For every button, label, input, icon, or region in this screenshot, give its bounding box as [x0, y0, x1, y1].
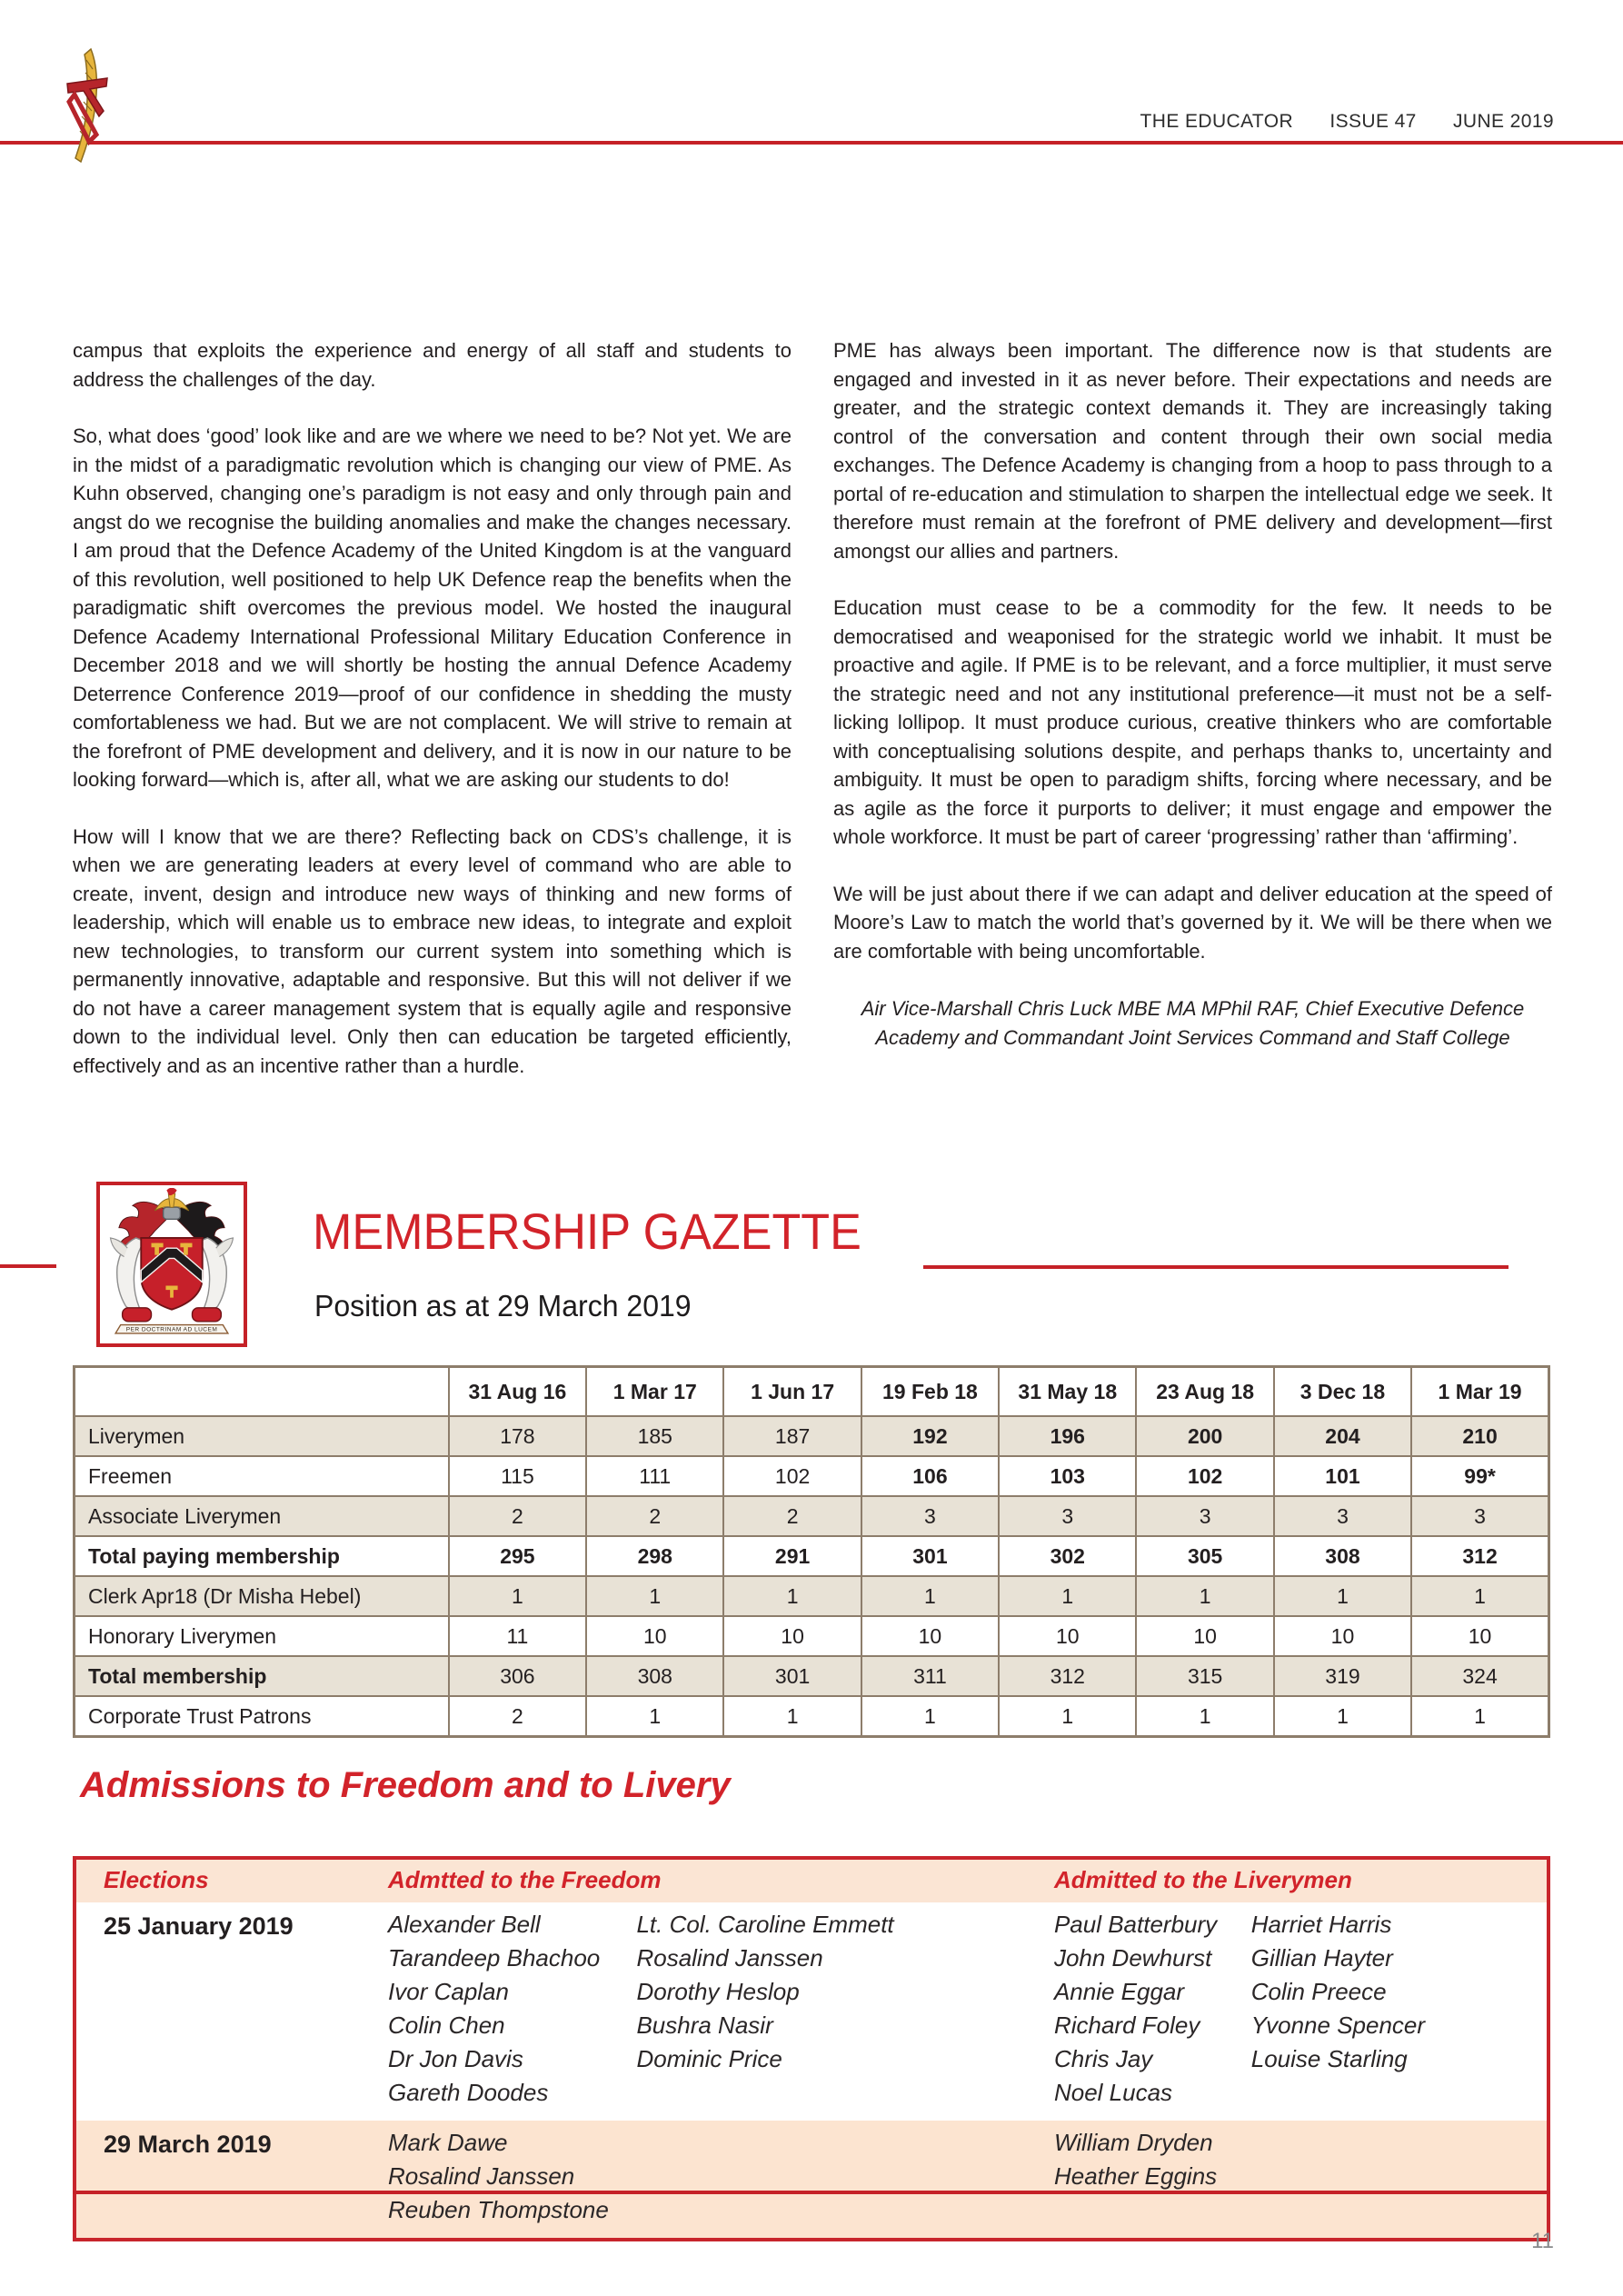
article-right-column — [833, 336, 1552, 1108]
membership-value-cell: 3 — [1411, 1496, 1548, 1536]
membership-value-cell: 312 — [999, 1656, 1136, 1696]
membership-value-cell: 324 — [1411, 1656, 1548, 1696]
liverymen-names-column-b — [1251, 1908, 1547, 2110]
membership-value-cell: 1 — [1274, 1576, 1411, 1616]
issue-date: JUNE 2019 — [1453, 111, 1554, 132]
membership-value-cell: 2 — [586, 1496, 723, 1536]
membership-value-cell: 1 — [586, 1696, 723, 1737]
membership-value-cell: 111 — [586, 1456, 723, 1496]
membership-table-header-row — [75, 1367, 1549, 1417]
membership-value-cell: 3 — [1274, 1496, 1411, 1536]
admitted-name: Rosalind Janssen — [388, 2162, 575, 2190]
admitted-name: Colin Preece — [1250, 1978, 1387, 2005]
magazine-title: THE EDUCATOR — [1140, 111, 1294, 132]
gazette-rule-left — [0, 1264, 56, 1268]
membership-date-column-header: 19 Feb 18 — [861, 1367, 999, 1417]
membership-value-cell: 291 — [723, 1536, 861, 1576]
gazette-title: MEMBERSHIP GAZETTE — [313, 1203, 861, 1260]
membership-value-cell: 187 — [723, 1416, 861, 1456]
membership-date-column-header: 1 Mar 19 — [1411, 1367, 1548, 1417]
membership-value-cell: 2 — [449, 1496, 586, 1536]
membership-value-cell: 10 — [1274, 1616, 1411, 1656]
membership-value-cell: 106 — [861, 1456, 999, 1496]
membership-value-cell: 10 — [999, 1616, 1136, 1656]
membership-value-cell: 10 — [861, 1616, 999, 1656]
membership-value-cell: 192 — [861, 1416, 999, 1456]
membership-date-column-header: 23 Aug 18 — [1136, 1367, 1273, 1417]
membership-value-cell: 295 — [449, 1536, 586, 1576]
membership-date-column-header: 1 Mar 17 — [586, 1367, 723, 1417]
membership-value-cell: 99* — [1411, 1456, 1548, 1496]
membership-value-cell: 185 — [586, 1416, 723, 1456]
election-date: 29 March 2019 — [104, 2131, 272, 2158]
admissions-rows — [76, 1902, 1547, 2238]
membership-value-cell: 1 — [723, 1696, 861, 1737]
freedom-names-column-b — [636, 1908, 1054, 2110]
admitted-name: Ivor Caplan — [388, 1978, 509, 2005]
admitted-name: Lt. Col. Caroline Emmett — [636, 1911, 894, 1938]
membership-value-cell: 1 — [723, 1576, 861, 1616]
admissions-row — [76, 1902, 1547, 2121]
membership-value-cell: 1 — [449, 1576, 586, 1616]
membership-row-label: Liverymen — [75, 1416, 449, 1456]
paragraph: Education must cease to be a commodity for the few. It needs to be democratised and weaponised for the strategic world we inhabit. It must be proactive and agile. If PME is to be relevant, and a force multiplier, it must serve the strategic need and not any institutional preference—it must not be a self-licking lollipop. It must produce curious, creative thinkers who are comfortable with conceptualising solutions despite, and perhaps thanks to, uncertainty and ambiguity. It must be open to paradigm shifts, forcing where necessary, and be as agile as the force it purports to deliver; it must engage and empower the whole workforce. It must be part of career ‘progressing’ rather than ‘affirming’. — [833, 596, 1552, 848]
membership-value-cell: 308 — [586, 1656, 723, 1696]
paragraph: We will be just about there if we can adapt and deliver education at the speed of Moore’s Law to match the world that’s governed by it. We will be there when we are comfortable with being uncomfortable. — [833, 882, 1552, 963]
membership-row-label: Total paying membership — [75, 1536, 449, 1576]
membership-value-cell: 1 — [586, 1576, 723, 1616]
membership-value-cell: 102 — [1136, 1456, 1273, 1496]
gazette-rule-right — [923, 1265, 1508, 1269]
membership-table-row — [75, 1576, 1549, 1616]
membership-value-cell: 10 — [723, 1616, 861, 1656]
membership-value-cell: 298 — [586, 1536, 723, 1576]
membership-value-cell: 210 — [1411, 1416, 1548, 1456]
page-number: 11 — [1531, 2229, 1554, 2253]
paragraph: So, what does ‘good’ look like and are we where we need to be? Not yet. We are in the midst of a paradigmatic revolution which is changing our view of PME. As Kuhn observed, changing one’s paradigm is not easy and only through pain and angst do we recognise the building anomalies and make the changes necessary. I am proud that the Defence Academy of the United Kingdom is at the vanguard of this revolution, well positioned to help UK Defence reap the benefits when the paradigmatic shift overcomes the previous model. We hosted the inaugural Defence Academy International Professional Military Education Conference in December 2018 and we will shortly be hosting the annual Defence Academy Deterrence Conference 2019—proof of our confidence in shedding the musty comfortableness we had. But we are not complacent. We will strive to remain at the forefront of PME development and delivery, and it is now in our nature to be looking forward—which is, after all, what we are asking our students to do! — [73, 424, 792, 791]
admitted-name: Yvonne Spencer — [1250, 2011, 1426, 2039]
membership-value-cell: 178 — [449, 1416, 586, 1456]
liverymen-names-column-b — [1251, 2126, 1547, 2227]
membership-value-cell: 1 — [861, 1696, 999, 1737]
membership-date-column-header: 31 May 18 — [999, 1367, 1136, 1417]
election-date: 25 January 2019 — [104, 1912, 294, 1940]
admissions-header-liverymen: Admitted to the Liverymen — [1053, 1866, 1352, 1893]
membership-table-row — [75, 1416, 1549, 1456]
membership-value-cell: 196 — [999, 1416, 1136, 1456]
admitted-name: Annie Eggar — [1053, 1978, 1185, 2005]
membership-value-cell: 3 — [861, 1496, 999, 1536]
membership-value-cell: 102 — [723, 1456, 861, 1496]
membership-value-cell: 308 — [1274, 1536, 1411, 1576]
admitted-name: Tarandeep Bhachoo — [388, 1944, 601, 1972]
freedom-names-column-b — [636, 2126, 1054, 2227]
admitted-name: Colin Chen — [388, 2011, 505, 2039]
membership-value-cell: 305 — [1136, 1536, 1273, 1576]
admissions-title: Admissions to Freedom and to Livery — [80, 1765, 731, 1805]
membership-date-column-header: 1 Jun 17 — [723, 1367, 861, 1417]
membership-table-row — [75, 1616, 1549, 1656]
footer-rule — [73, 2191, 1550, 2194]
membership-value-cell: 11 — [449, 1616, 586, 1656]
membership-value-cell: 3 — [999, 1496, 1136, 1536]
admitted-name: Richard Foley — [1053, 2011, 1200, 2039]
membership-value-cell: 1 — [1136, 1696, 1273, 1737]
membership-value-cell: 3 — [1136, 1496, 1273, 1536]
membership-date-column-header: 3 Dec 18 — [1274, 1367, 1411, 1417]
membership-row-label: Clerk Apr18 (Dr Misha Hebel) — [75, 1576, 449, 1616]
admitted-name: Reuben Thompstone — [388, 2196, 609, 2223]
admitted-name: Harriet Harris — [1250, 1911, 1392, 1938]
membership-row-label: Associate Liverymen — [75, 1496, 449, 1536]
membership-value-cell: 10 — [1411, 1616, 1548, 1656]
admitted-name: Noel Lucas — [1053, 2079, 1173, 2106]
membership-value-cell: 200 — [1136, 1416, 1273, 1456]
admitted-name: Gillian Hayter — [1250, 1944, 1393, 1972]
issue-number: ISSUE 47 — [1329, 111, 1417, 132]
admitted-name: Heather Eggins — [1053, 2162, 1218, 2190]
membership-value-cell: 1 — [999, 1696, 1136, 1737]
admitted-name: Paul Batterbury — [1053, 1911, 1218, 1938]
admitted-name: William Dryden — [1053, 2129, 1213, 2156]
admitted-name: Dr Jon Davis — [388, 2045, 523, 2072]
membership-value-cell: 103 — [999, 1456, 1136, 1496]
admitted-name: Mark Dawe — [388, 2129, 508, 2156]
membership-row-label: Corporate Trust Patrons — [75, 1696, 449, 1737]
author-byline: Air Vice-Marshall Chris Luck MBE MA MPhil RAF, Chief Executive Defence Academy and Commandant Joint Services Command and Staff College — [861, 997, 1525, 1049]
admitted-name: Louise Starling — [1250, 2045, 1408, 2072]
membership-value-cell: 302 — [999, 1536, 1136, 1576]
admitted-name: Bushra Nasir — [636, 2011, 773, 2039]
membership-value-cell: 312 — [1411, 1536, 1548, 1576]
membership-value-cell: 319 — [1274, 1656, 1411, 1696]
membership-table-row — [75, 1696, 1549, 1737]
admitted-name: John Dewhurst — [1053, 1944, 1212, 1972]
company-crest — [96, 1182, 247, 1347]
membership-value-cell: 1 — [1411, 1696, 1548, 1737]
quill-logo-icon — [56, 47, 120, 165]
membership-value-cell: 1 — [1136, 1576, 1273, 1616]
paragraph: PME has always been important. The difference now is that students are engaged and invested in it as never before. Their expectations and needs are greater, and the strategic context demands it. They are increasingly taking control of the conversation and content through their own social media exchanges. The Defence Academy is changing from a hoop to pass through to a portal of re-education and stimulation to sharpen the intellectual edge we seek. It therefore must remain at the forefront of PME delivery and development—first amongst our allies and partners. — [833, 339, 1552, 563]
membership-value-cell: 315 — [1136, 1656, 1273, 1696]
freedom-names-column-a — [388, 1908, 636, 2110]
membership-value-cell: 101 — [1274, 1456, 1411, 1496]
membership-date-column-header: 31 Aug 16 — [449, 1367, 586, 1417]
membership-row-label: Honorary Liverymen — [75, 1616, 449, 1656]
article-left-column — [73, 336, 792, 1108]
membership-value-cell: 10 — [1136, 1616, 1273, 1656]
admitted-name: Gareth Doodes — [388, 2079, 549, 2106]
membership-table-row — [75, 1496, 1549, 1536]
membership-value-cell: 306 — [449, 1656, 586, 1696]
membership-table — [73, 1365, 1550, 1738]
membership-value-cell: 2 — [723, 1496, 861, 1536]
admissions-row — [76, 2121, 1547, 2238]
liverymen-names-column-a — [1054, 1908, 1251, 2110]
paragraph: How will I know that we are there? Reflecting back on CDS’s challenge, it is when we are generating leaders at every level of command who are able to create, invent, design and introduce new ways of thinking and new forms of leadership, which will enable us to embrace new ideas, to integrate and exploit new technologies, to transform our current system into something which is permanently innovative, adaptable and responsive. But this will not deliver if we do not have a career management system that is equally agile and responsive down to the individual level. Only then can education be targeted efficiently, effectively and as an incentive rather than a hurdle. — [73, 824, 792, 1077]
paragraph: campus that exploits the experience and energy of all staff and students to address the challenges of the day. — [73, 339, 792, 391]
page-header — [1140, 111, 1554, 133]
membership-value-cell: 1 — [861, 1576, 999, 1616]
liverymen-names-column-a — [1054, 2126, 1251, 2227]
admitted-name: Alexander Bell — [388, 1911, 541, 1938]
admissions-header-elections: Elections — [104, 1866, 209, 1893]
admitted-name: Dominic Price — [636, 2045, 782, 2072]
membership-value-cell: 1 — [1411, 1576, 1548, 1616]
membership-table-row — [75, 1456, 1549, 1496]
admitted-name: Dorothy Heslop — [636, 1978, 800, 2005]
membership-table-row — [75, 1656, 1549, 1696]
membership-table-row — [75, 1536, 1549, 1576]
membership-value-cell: 301 — [723, 1656, 861, 1696]
membership-value-cell: 311 — [861, 1656, 999, 1696]
membership-value-cell: 301 — [861, 1536, 999, 1576]
admissions-header-row — [76, 1860, 1547, 1902]
admissions-header-freedom: Admtted to the Freedom — [388, 1866, 662, 1893]
membership-row-label: Total membership — [75, 1656, 449, 1696]
membership-corner-cell — [75, 1367, 449, 1417]
admitted-name: Chris Jay — [1053, 2045, 1153, 2072]
membership-value-cell: 2 — [449, 1696, 586, 1737]
header-rule — [0, 141, 1623, 145]
membership-value-cell: 1 — [1274, 1696, 1411, 1737]
article-body — [73, 336, 1552, 1108]
membership-row-label: Freemen — [75, 1456, 449, 1496]
freedom-names-column-a — [388, 2126, 636, 2227]
membership-value-cell: 10 — [586, 1616, 723, 1656]
crest-motto: PER DOCTRINAM AD LUCEM — [125, 1326, 218, 1333]
gazette-subtitle: Position as at 29 March 2019 — [314, 1289, 692, 1323]
membership-value-cell: 115 — [449, 1456, 586, 1496]
admitted-name: Rosalind Janssen — [636, 1944, 823, 1972]
membership-value-cell: 204 — [1274, 1416, 1411, 1456]
admissions-table — [73, 1856, 1550, 2241]
membership-value-cell: 1 — [999, 1576, 1136, 1616]
